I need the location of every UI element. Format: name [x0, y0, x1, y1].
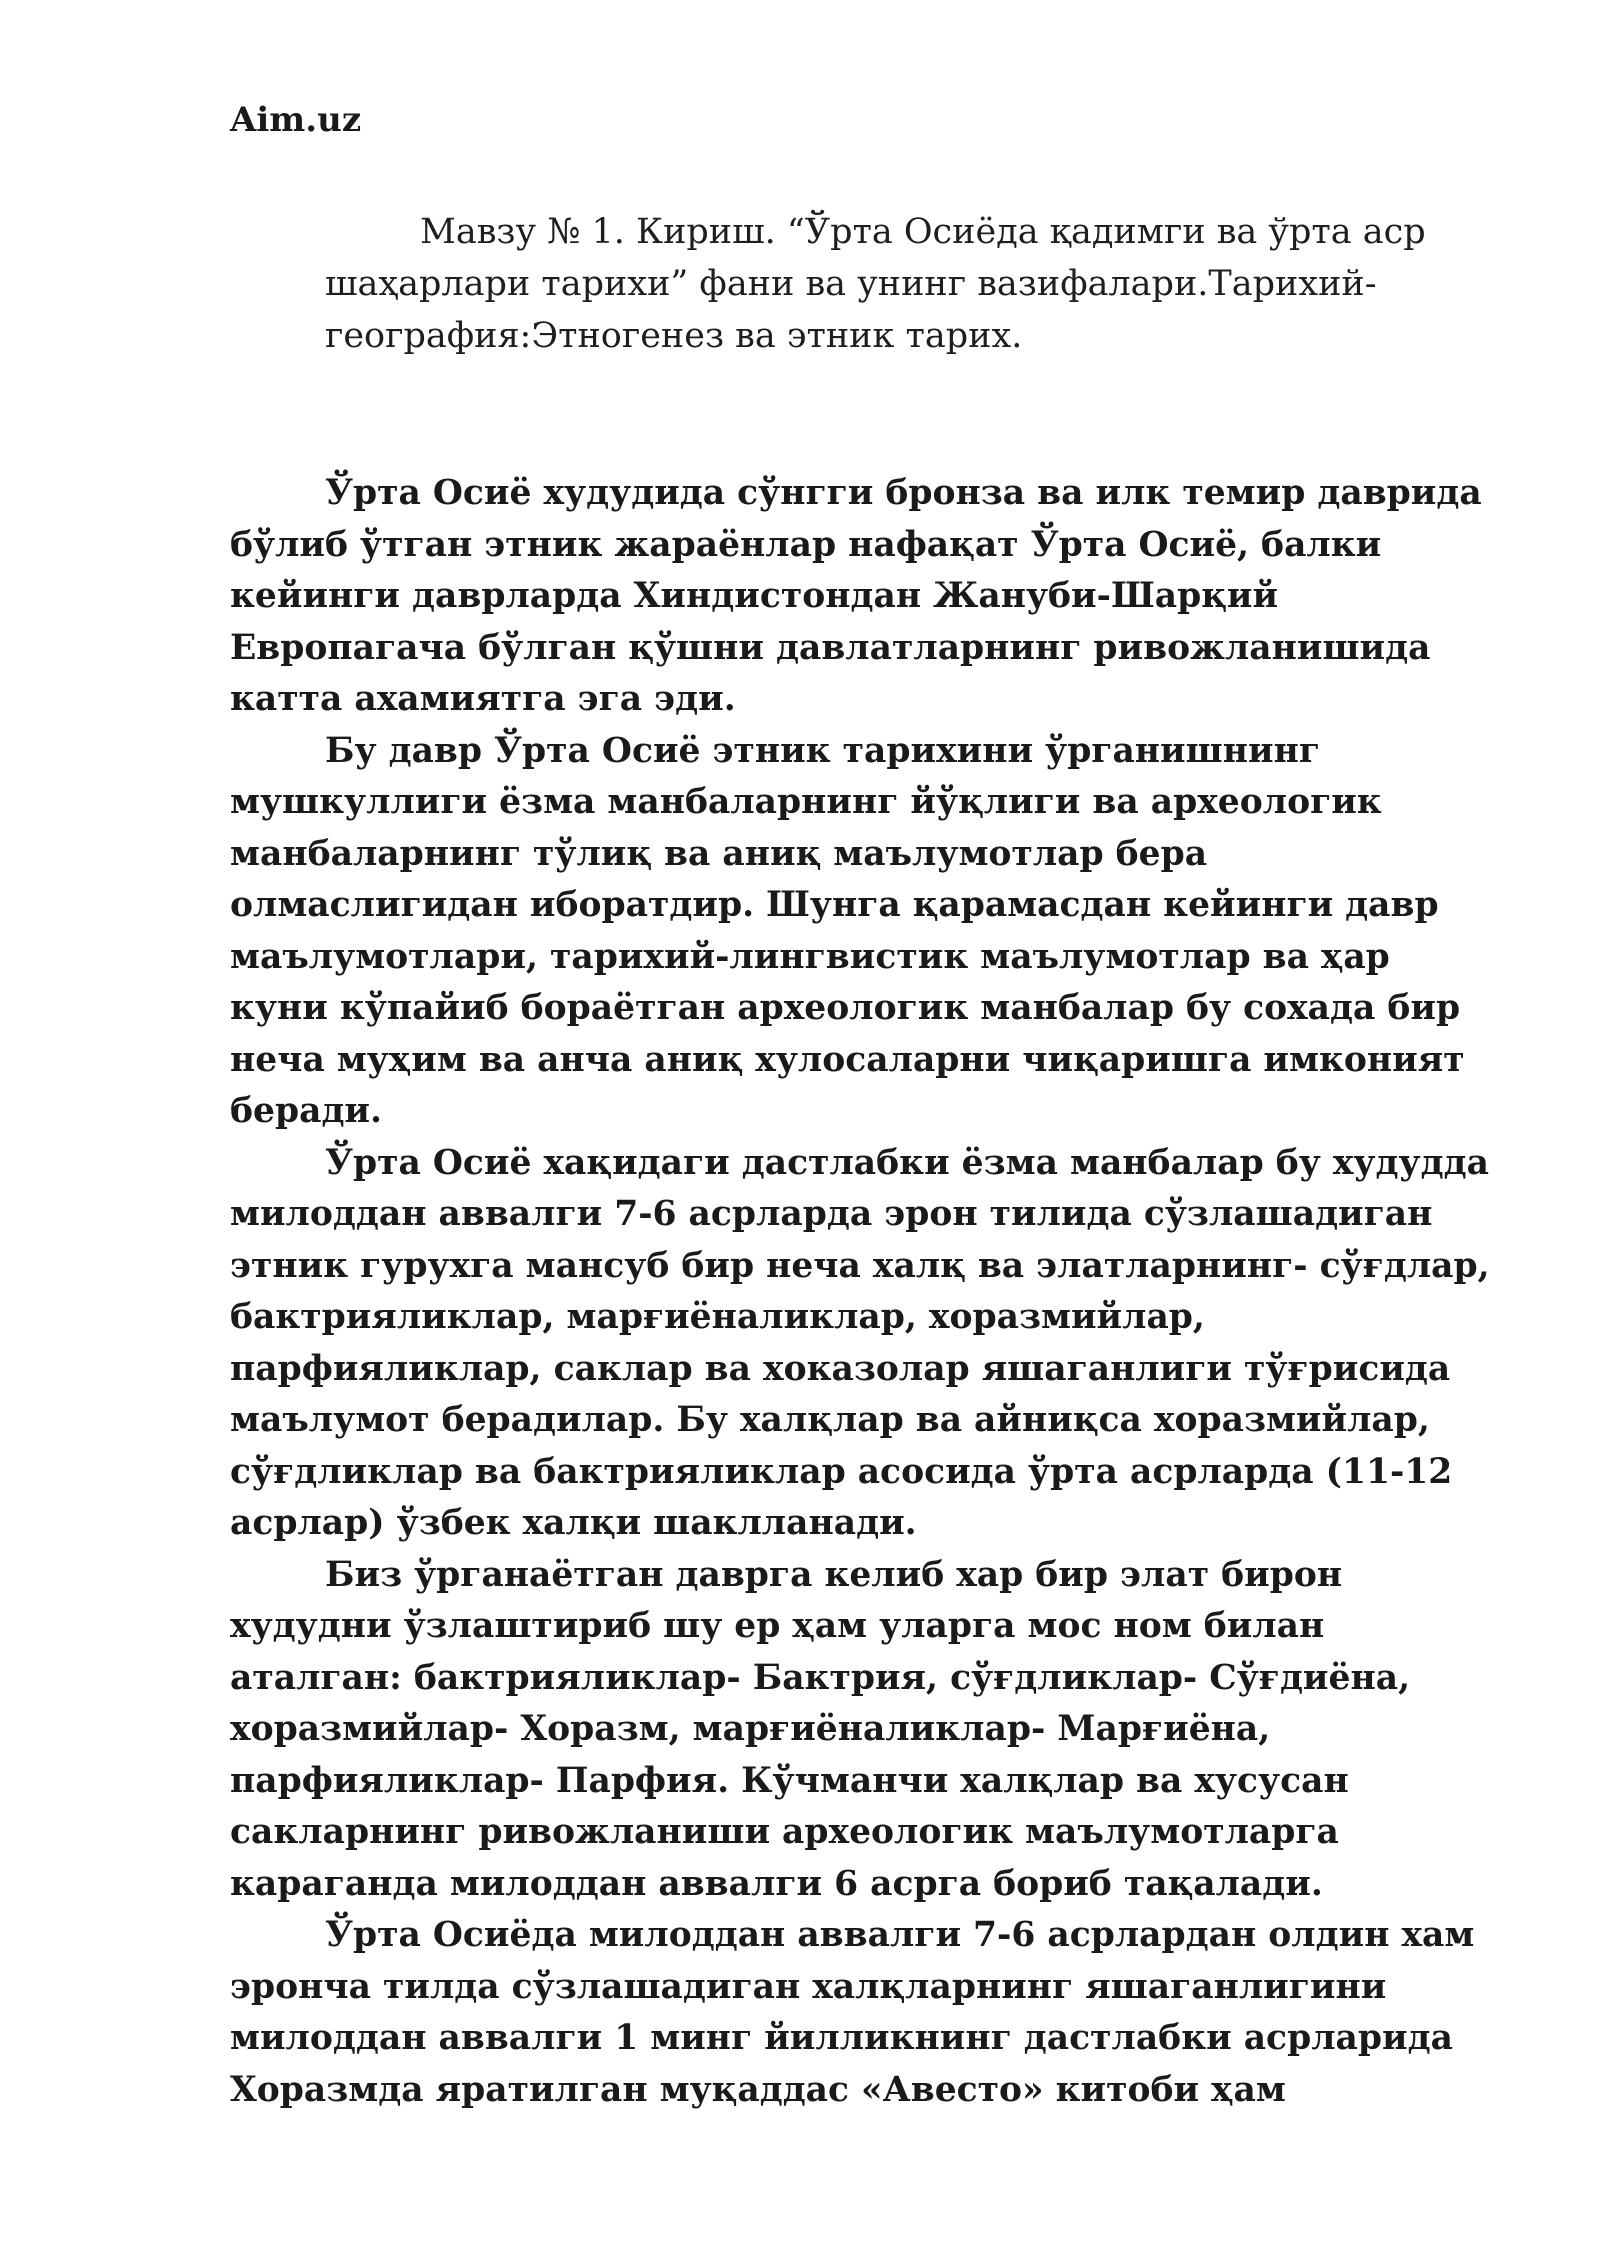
paragraph: Биз ўрганаётган даврга келиб хар бир элат бирон худудни ўзлаштириб шу ер ҳам уларга мос ном билан аталган: бактрияликлар- Бактрия, сўғдликлар- Сўғдиёна, хоразмийлар- Хоразм, марғиёналиклар- Марғиёна, парфияликлар- Парфия. Кўчманчи халқлар ва хусусан сакларнинг ривожланиши археологик маълумотларга караганда милоддан аввалги 6 асрга бориб тақалади. [230, 1554, 1411, 1904]
paragraph: Ўрта Осиёда милоддан аввалги 7-6 асрлардан олдин хам эронча тилда сўзлашадиган халқларнинг яшаганлигини милоддан аввалги 1 минг йилликнинг дастлабки асрларида Хоразмда яратилган муқаддас «Авесто» китоби ҳам [230, 1915, 1475, 2110]
paragraph: Ўрта Осиё хақидаги дастлабки ёзма манбалар бу худудда милоддан аввалги 7-6 асрларда эрон тилида сўзлашадиган этник гурухга мансуб бир неча халқ ва элатларнинг- сўғдлар, бактрияликлар, марғиёналиклар, хоразмийлар, парфияликлар, саклар ва хоказолар яшаганлиги тўғрисида маълумот берадилар. Бу халқлар ва айниқса хоразмийлар, сўғдликлар ва бактрияликлар асосида ўрта асрларда (11-12 асрлар) ўзбек халқи шаклланади. [230, 1142, 1490, 1543]
body-text [230, 468, 1490, 2116]
site-label: Aim.uz [230, 100, 362, 140]
paragraph: Ўрта Осиё худудида сўнгги бронза ва илк темир даврида бўлиб ўтган этник жараёнлар нафақат Ўрта Осиё, балки кейинги даврларда Хиндистондан Жануби-Шарқий Европагача бўлган қўшни давлатларнинг ривожланишида катта ахамиятга эга эди. [230, 473, 1482, 719]
paragraph: Бу давр Ўрта Осиё этник тарихини ўрганишнинг мушкуллиги ёзма манбаларнинг йўқлиги ва археологик манбаларнинг тўлиқ ва аниқ маълумотлар бера олмаслигидан иборатдир. Шунга қарамасдан кейинги давр маълумотлари, тарихий-лингвистик маълумотлар ва ҳар куни кўпайиб бораётган археологик манбалар бу сохада бир неча муҳим ва анча аниқ хулосаларни чиқаришга имконият беради. [230, 730, 1465, 1131]
topic-heading: Мавзу № 1. Кириш. “Ўрта Осиёда қадимги ва ўрта аср шаҳарлари тарихи” фани ва унинг вазифалари.Тарихий-география:Этногенез ва этник тарих. [325, 212, 1426, 356]
